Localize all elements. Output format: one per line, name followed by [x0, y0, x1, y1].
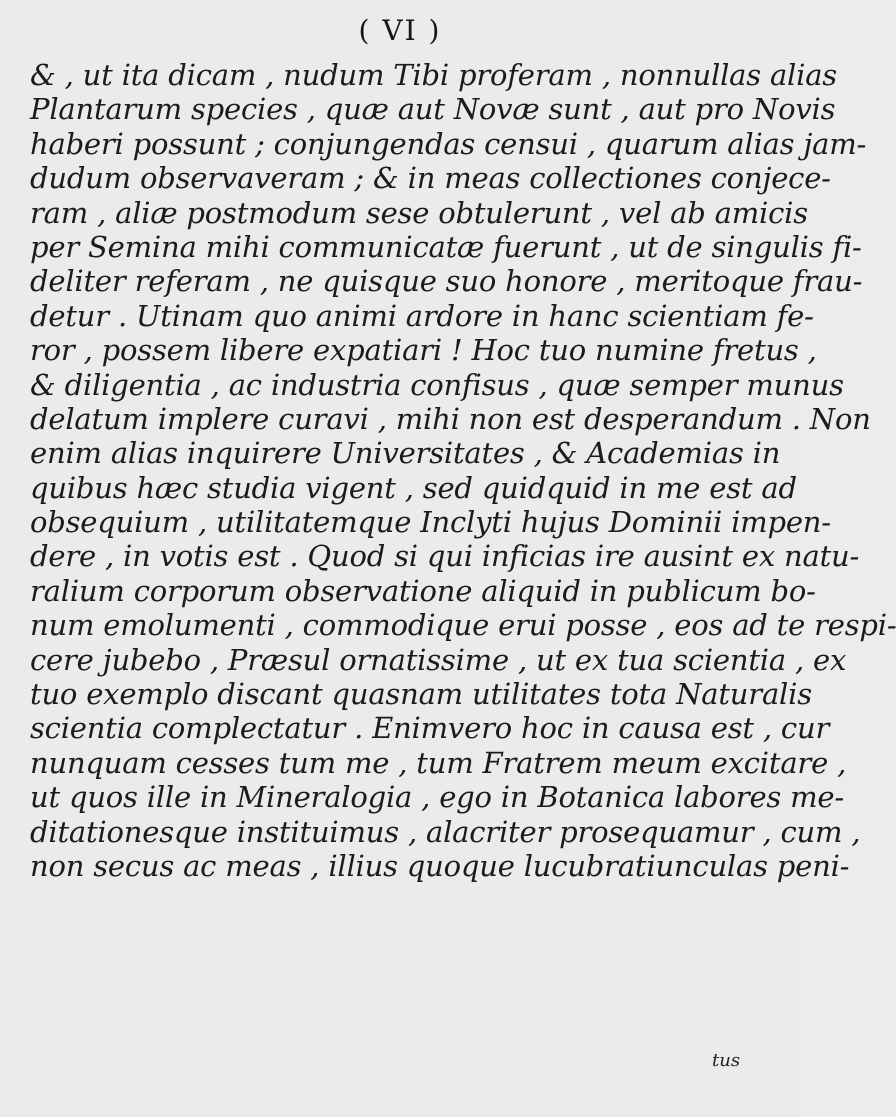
text-line: detur . Utinam quo animi ardore in hanc scientiam fe-	[30, 298, 814, 333]
text-line: dudum observaveram ; & in meas collectiones conjece-	[30, 161, 831, 196]
text-line: ram , aliæ postmodum sese obtulerunt , vel ab amicis	[30, 195, 808, 230]
text-line: dere , in votis est . Quod si qui inficias ire ausint ex natu-	[30, 539, 860, 574]
text-line: tuo exemplo discant quasnam utilitates tota Naturalis	[30, 677, 812, 712]
text-line: num emolumenti , commodique erui posse , eos ad te respi-	[30, 608, 896, 643]
text-line: obsequium , utilitatemque Inclyti hujus Dominii impen-	[30, 505, 831, 540]
text-line: nunquam cesses tum me , tum Fratrem meum excitare ,	[30, 745, 847, 780]
text-line: ut quos ille in Mineralogia , ego in Botanica labores me-	[30, 780, 844, 815]
page-number-header: ( VI )	[358, 14, 442, 47]
text-line: & diligentia , ac industria confisus , quæ semper munus	[30, 367, 844, 402]
text-line: non secus ac meas , illius quoque lucubratiunculas peni-	[30, 848, 850, 883]
text-line: quibus hæc studia vigent , sed quidquid in me est ad	[30, 470, 797, 505]
text-line: & , ut ita dicam , nudum Tibi proferam , nonnullas alias	[30, 58, 837, 92]
text-line: ditationesque instituimus , alacriter prosequamur , cum ,	[30, 814, 861, 849]
text-line: Plantarum species , quæ aut Novæ sunt , aut pro Novis	[30, 92, 836, 127]
text-line: delatum implere curavi , mihi non est desperandum . Non	[30, 401, 871, 436]
text-line: cere jubebo , Præsul ornatissime , ut ex tua scientia , ex	[30, 642, 847, 677]
latin-body-text	[30, 58, 896, 883]
text-line: per Semina mihi communicatæ fuerunt , ut de singulis fi-	[30, 229, 862, 264]
catchword: tus	[712, 1050, 741, 1071]
text-line: ror , possem libere expatiari ! Hoc tuo numine fretus ,	[30, 333, 817, 368]
text-line: enim alias inquirere Universitates , & Academias in	[30, 436, 781, 471]
text-line: ralium corporum observatione aliquid in publicum bo-	[30, 573, 816, 608]
text-line: deliter referam , ne quisque suo honore , meritoque frau-	[30, 264, 863, 299]
text-line: haberi possunt ; conjungendas censui , quarum alias jam-	[30, 126, 867, 161]
text-line: scientia complectatur . Enimvero hoc in causa est , cur	[30, 711, 830, 746]
